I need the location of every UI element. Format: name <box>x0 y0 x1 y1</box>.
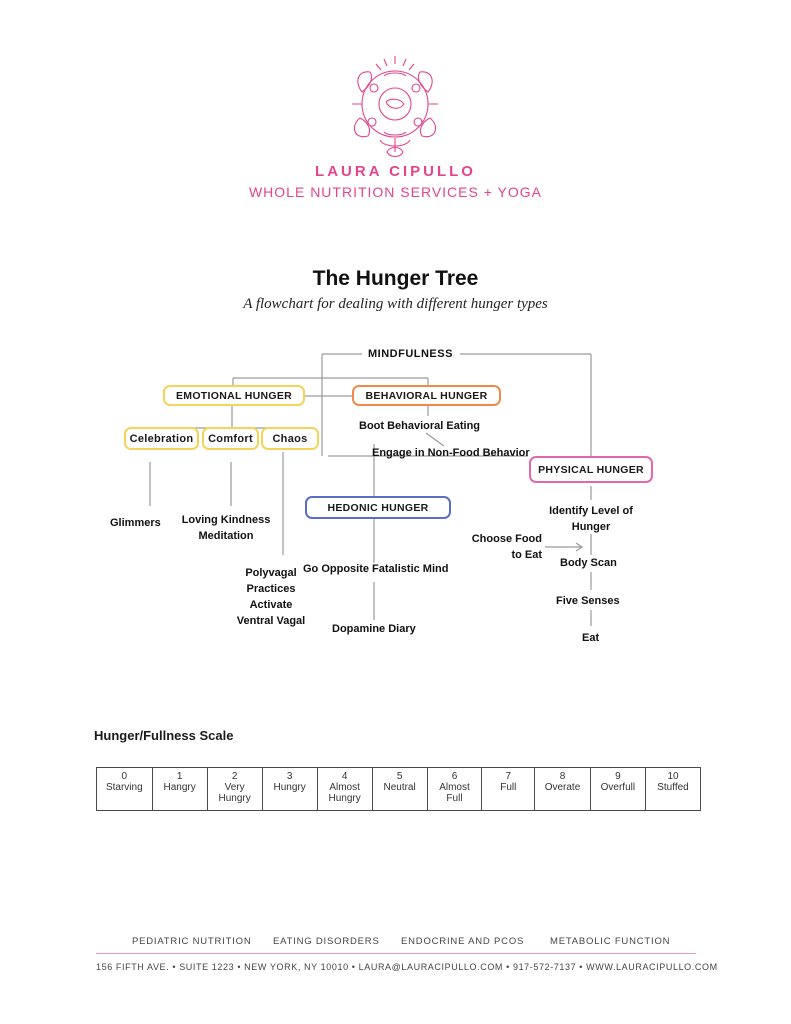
chaos-node: Chaos <box>261 427 319 450</box>
scale-cell <box>97 768 153 811</box>
page-title: The Hunger Tree <box>312 267 479 290</box>
identify-line2: Hunger <box>571 521 611 533</box>
identify-line1: Identify Level of <box>549 505 633 517</box>
scale-line1: Starving <box>105 782 143 793</box>
scale-line1: Very <box>224 782 245 793</box>
brand-tagline: WHOLE NUTRITION SERVICES + YOGA <box>248 184 543 200</box>
glimmers-label: Glimmers <box>110 517 161 529</box>
mindfulness-node: MINDFULNESS <box>368 348 453 360</box>
scale-line1: Almost <box>439 782 470 793</box>
scale-line1: Hangry <box>163 782 196 793</box>
scale-num: 8 <box>559 771 566 782</box>
hedonic-hunger-node: HEDONIC HUNGER <box>305 496 451 519</box>
scale-line1: Full <box>500 782 517 793</box>
scale-cell <box>207 768 262 811</box>
footer-category: ENDOCRINE AND PCOS <box>401 936 525 947</box>
footer-address: 156 FIFTH AVE. • SUITE 1223 • NEW YORK, NY 10010 • LAURA@LAURACIPULLO.COM • 917-572-7137 • WWW.LAURACIPULLO.COM <box>96 962 718 972</box>
scale-line1: Overate <box>544 782 581 793</box>
footer-category: PEDIATRIC NUTRITION <box>132 936 252 947</box>
scale-cell <box>372 768 427 811</box>
polyvagal-line1: Polyvagal <box>245 567 297 579</box>
celebration-node: Celebration <box>124 427 199 450</box>
scale-num: 2 <box>231 771 238 782</box>
scale-num: 5 <box>396 771 403 782</box>
hunger-scale-row <box>97 768 701 811</box>
polyvagal-line2: Practices <box>246 583 296 595</box>
loving-kindness-line2: Meditation <box>198 530 254 542</box>
scale-num: 1 <box>176 771 183 782</box>
scale-line2: Full <box>446 793 463 804</box>
footer-category: EATING DISORDERS <box>273 936 380 947</box>
scale-cell <box>590 768 645 811</box>
brand-name: LAURA CIPULLO <box>315 163 476 180</box>
loving-kindness-line1: Loving Kindness <box>181 514 271 526</box>
polyvagal-line3: Activate <box>249 599 293 611</box>
scale-num: 0 <box>121 771 128 782</box>
scale-cell <box>482 768 535 811</box>
scale-cell <box>427 768 482 811</box>
scale-num: 4 <box>341 771 348 782</box>
physical-hunger-node: PHYSICAL HUNGER <box>529 456 653 483</box>
scale-line1: Hungry <box>273 782 306 793</box>
body-scan-label: Body Scan <box>560 557 617 569</box>
engage-nonfood-label: Engage in Non-Food Behavior <box>372 447 530 459</box>
scale-num: 7 <box>505 771 512 782</box>
page-subtitle: A flowchart for dealing with different hunger types <box>243 296 548 312</box>
scale-line2: Hungry <box>328 793 361 804</box>
behavioral-hunger-node: BEHAVIORAL HUNGER <box>352 385 501 406</box>
hunger-scale-table <box>96 767 701 811</box>
boot-behavioral-label: Boot Behavioral Eating <box>359 420 481 432</box>
scale-num: 9 <box>615 771 621 782</box>
scale-line1: Neutral <box>383 782 416 793</box>
footer-divider <box>96 953 696 954</box>
scale-line1: Overfull <box>600 782 636 793</box>
footer-category: METABOLIC FUNCTION <box>550 936 671 947</box>
polyvagal-line4: Ventral Vagal <box>236 615 306 627</box>
scale-cell <box>646 768 701 811</box>
choose-food-line1: Choose Food <box>471 533 542 545</box>
go-opposite-label: Go Opposite Fatalistic Mind <box>303 563 449 575</box>
scale-title: Hunger/Fullness Scale <box>94 728 234 743</box>
identify-level-label <box>536 503 646 535</box>
emotional-hunger-node: EMOTIONAL HUNGER <box>163 385 305 406</box>
scale-line2: Hungry <box>218 793 251 804</box>
scale-cell <box>535 768 590 811</box>
scale-num: 3 <box>286 771 293 782</box>
choose-food-label <box>462 531 542 563</box>
comfort-node: Comfort <box>202 427 259 450</box>
scale-cell <box>152 768 207 811</box>
loving-kindness-label <box>176 512 276 544</box>
scale-num: 10 <box>667 771 679 782</box>
choose-food-line2: to Eat <box>511 549 542 561</box>
scale-cell <box>317 768 372 811</box>
scale-cell <box>262 768 317 811</box>
eat-label: Eat <box>582 632 600 644</box>
scale-line1: Stuffed <box>657 782 689 793</box>
scale-num: 6 <box>451 771 458 782</box>
dopamine-diary-label: Dopamine Diary <box>332 623 416 635</box>
scale-line1: Almost <box>329 782 360 793</box>
five-senses-label: Five Senses <box>556 595 620 607</box>
